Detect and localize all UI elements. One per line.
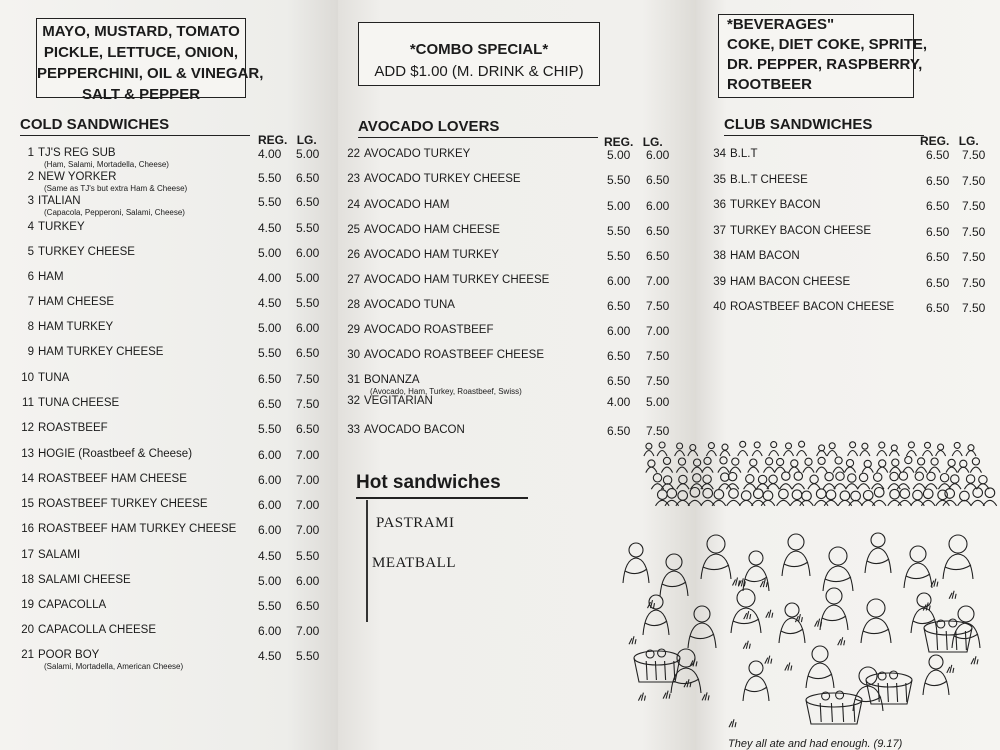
hot-item-meatball: MEATBALL <box>372 555 456 571</box>
item-number: 37 <box>713 224 726 237</box>
menu-item <box>14 624 156 636</box>
price-regular: 5.50 <box>258 346 282 360</box>
menu-item <box>706 276 850 288</box>
price-large: 6.00 <box>646 148 670 162</box>
price-large: 6.50 <box>646 249 670 263</box>
menu-item <box>706 199 821 211</box>
item-name: TURKEY <box>38 221 85 233</box>
item-name: AVOCADO ROASTBEEF CHEESE <box>364 349 544 361</box>
menu-item <box>14 549 80 561</box>
hot-divider <box>366 500 368 622</box>
item-number: 39 <box>713 275 726 288</box>
price-regular: 6.50 <box>926 275 950 290</box>
menu-item <box>706 250 800 262</box>
item-name: ROASTBEEF HAM TURKEY CHEESE <box>38 523 237 535</box>
price-regular: 6.50 <box>607 299 631 313</box>
price-regular: 5.50 <box>258 171 282 185</box>
price-regular: 6.00 <box>258 448 282 462</box>
menu-item <box>14 397 119 409</box>
menu-item <box>340 424 465 436</box>
menu-item <box>14 271 64 283</box>
item-name: ROASTBEEF TURKEY CHEESE <box>38 498 208 510</box>
menu-item <box>14 599 106 611</box>
price-large: 6.00 <box>296 574 320 588</box>
beverages-line: ROOTBEER <box>727 76 813 93</box>
price-regular: 6.50 <box>607 374 631 388</box>
item-number: 34 <box>713 148 726 160</box>
menu-item <box>340 324 494 336</box>
menu-item <box>340 224 500 236</box>
price-regular: 4.00 <box>258 271 282 285</box>
condiments-line: SALT & PEPPER <box>81 86 201 103</box>
price-large: 7.00 <box>296 473 320 487</box>
item-number: 18 <box>21 574 34 586</box>
combo-special-box <box>358 22 600 86</box>
price-regular: 4.00 <box>607 395 631 409</box>
cold-price-headers <box>258 133 317 147</box>
item-name: HAM BACON CHEESE <box>730 275 851 288</box>
price-large: 7.00 <box>296 498 320 512</box>
price-regular: 6.50 <box>258 372 282 386</box>
price-large: 7.50 <box>962 301 986 315</box>
price-regular: 6.50 <box>926 224 950 239</box>
item-number: 31 <box>347 374 360 386</box>
price-large: 6.50 <box>296 346 320 360</box>
item-name: NEW YORKER <box>38 171 117 183</box>
price-large: 6.00 <box>296 321 320 335</box>
price-large: 6.50 <box>296 171 320 185</box>
menu-item <box>340 148 470 160</box>
item-name: HAM <box>38 271 64 283</box>
item-number: 40 <box>713 301 726 313</box>
item-number: 26 <box>347 249 360 261</box>
lg-header: LG. <box>958 134 979 148</box>
price-regular: 6.50 <box>926 301 950 315</box>
price-large: 7.00 <box>296 448 320 462</box>
item-name: ITALIAN <box>38 195 81 207</box>
price-regular: 5.00 <box>607 199 631 213</box>
price-regular: 6.50 <box>607 424 631 438</box>
item-number: 14 <box>21 473 34 485</box>
menu-item <box>706 148 757 160</box>
menu-item <box>14 321 113 333</box>
menu-item <box>340 349 544 361</box>
price-large: 6.50 <box>296 195 320 209</box>
item-number: 15 <box>21 498 34 510</box>
price-regular: 5.50 <box>258 422 282 436</box>
price-regular: 5.50 <box>607 173 631 187</box>
reg-header: REG. <box>604 135 634 149</box>
price-regular: 4.00 <box>258 147 282 161</box>
condiments-box <box>36 18 264 103</box>
item-number: 28 <box>347 299 360 311</box>
item-number: 11 <box>22 397 34 409</box>
item-number: 25 <box>347 224 360 236</box>
condiments-line: MAYO, MUSTARD, TOMATO <box>42 23 240 40</box>
item-number: 23 <box>347 173 360 185</box>
item-number: 3 <box>27 195 34 207</box>
item-description: (Same as TJ's but extra Ham & Cheese) <box>44 184 188 193</box>
price-regular: 6.50 <box>926 173 950 188</box>
price-regular: 6.00 <box>258 498 282 512</box>
item-number: 33 <box>347 424 360 436</box>
item-name: AVOCADO TURKEY CHEESE <box>364 173 521 185</box>
menu-item <box>14 296 114 308</box>
item-name: AVOCADO HAM TURKEY CHEESE <box>364 274 550 286</box>
menu-item <box>14 372 69 384</box>
price-large: 7.00 <box>296 523 320 537</box>
price-large: 7.50 <box>646 349 670 363</box>
item-number: 2 <box>27 171 34 183</box>
menu-item <box>14 171 187 193</box>
item-number: 22 <box>347 148 360 160</box>
crowd-illustration <box>606 432 1000 750</box>
price-large: 6.50 <box>646 224 670 238</box>
illustration-caption: They all ate and had enough. (9.17) <box>728 738 903 750</box>
price-large: 5.50 <box>296 221 320 235</box>
item-number: 9 <box>27 346 34 358</box>
avocado-lovers-title: AVOCADO LOVERS <box>358 118 598 138</box>
price-large: 7.50 <box>962 173 986 188</box>
combo-title: *COMBO SPECIAL* <box>409 41 549 58</box>
item-number: 12 <box>21 422 34 434</box>
menu-item <box>14 422 108 434</box>
menu-item <box>14 246 135 258</box>
item-number: 5 <box>27 246 34 258</box>
price-large: 7.00 <box>296 624 320 638</box>
item-number: 24 <box>347 199 360 211</box>
club-sandwiches-title: CLUB SANDWICHES <box>724 116 924 136</box>
item-name: AVOCADO HAM <box>364 199 450 211</box>
avocado-price-headers <box>604 135 663 149</box>
price-large: 7.50 <box>646 424 670 438</box>
price-large: 5.50 <box>296 549 320 563</box>
menu-item <box>340 274 549 286</box>
menu-item <box>14 473 187 485</box>
price-regular: 5.00 <box>258 321 282 335</box>
price-large: 5.00 <box>646 395 670 409</box>
item-name: AVOCADO TUNA <box>364 299 455 311</box>
price-regular: 5.50 <box>607 249 631 263</box>
item-description: (Avocado, Ham, Turkey, Roastbeef, Swiss) <box>370 387 522 396</box>
item-name: CAPACOLLA CHEESE <box>38 624 157 636</box>
price-large: 5.00 <box>296 147 320 161</box>
price-regular: 6.00 <box>258 473 282 487</box>
menu-item <box>340 395 433 407</box>
hot-sandwiches-title: Hot sandwiches <box>356 472 528 499</box>
price-regular: 4.50 <box>258 549 282 563</box>
item-name: AVOCADO ROASTBEEF <box>364 324 494 336</box>
price-regular: 6.50 <box>926 148 950 162</box>
menu-item <box>340 249 499 261</box>
price-regular: 6.00 <box>258 523 282 537</box>
item-number: 35 <box>713 173 726 186</box>
lg-header: LG. <box>642 135 663 149</box>
beverages-line: COKE, DIET COKE, SPRITE, <box>727 36 928 53</box>
item-number: 21 <box>21 649 34 661</box>
item-number: 29 <box>347 324 360 336</box>
item-name: HAM CHEESE <box>38 296 115 308</box>
price-large: 7.50 <box>962 250 986 264</box>
item-number: 10 <box>21 372 34 384</box>
price-large: 7.50 <box>962 148 986 162</box>
item-name: TURKEY BACON CHEESE <box>730 224 872 237</box>
item-name: BONANZA <box>364 374 420 386</box>
item-name: TUNA <box>38 372 70 384</box>
item-description: (Capacola, Pepperoni, Salami, Cheese) <box>44 208 185 217</box>
price-regular: 6.50 <box>926 199 950 213</box>
item-number: 7 <box>27 296 34 308</box>
item-description: (Ham, Salami, Mortadella, Cheese) <box>44 160 169 169</box>
menu-item <box>340 199 449 211</box>
price-regular: 5.00 <box>607 148 631 162</box>
item-number: 36 <box>713 199 726 211</box>
price-large: 5.50 <box>296 296 320 310</box>
price-regular: 5.50 <box>258 599 282 613</box>
price-regular: 5.00 <box>258 574 282 588</box>
item-name: TJ'S REG SUB <box>38 147 116 159</box>
price-large: 7.50 <box>296 372 320 386</box>
menu-item <box>340 173 521 185</box>
menu-item <box>706 225 871 237</box>
price-large: 5.50 <box>296 649 320 663</box>
menu-item <box>14 574 131 586</box>
menu-item <box>14 448 192 460</box>
beverages-title: *BEVERAGES" <box>727 16 835 33</box>
menu-item <box>14 498 208 510</box>
price-regular: 5.00 <box>258 246 282 260</box>
price-regular: 5.50 <box>258 195 282 209</box>
item-name: TURKEY BACON <box>730 199 821 211</box>
item-number: 32 <box>347 395 360 407</box>
price-large: 7.00 <box>646 324 670 338</box>
menu-item <box>340 374 522 396</box>
menu-item <box>706 174 808 186</box>
item-name: TUNA CHEESE <box>38 397 120 409</box>
item-name: ROASTBEEF BACON CHEESE <box>730 301 895 313</box>
lg-header: LG. <box>296 133 317 147</box>
item-name: B.L.T <box>730 148 758 160</box>
beverages-box <box>718 14 928 98</box>
club-price-headers <box>920 134 979 148</box>
price-regular: 4.50 <box>258 296 282 310</box>
item-number: 6 <box>27 271 34 283</box>
item-number: 27 <box>347 274 360 286</box>
price-regular: 4.50 <box>258 649 282 663</box>
item-name: AVOCADO BACON <box>364 424 465 436</box>
item-name: AVOCADO HAM CHEESE <box>364 224 500 236</box>
condiments-line: PICKLE, LETTUCE, ONION, <box>43 44 239 61</box>
menu-item <box>14 147 169 169</box>
item-name: VEGITARIAN <box>364 395 433 407</box>
beverages-line: DR. PEPPER, RASPBERRY, <box>727 56 923 73</box>
item-description: (Salami, Mortadella, American Cheese) <box>44 662 184 671</box>
menu-item <box>14 195 185 217</box>
item-number: 20 <box>21 624 34 636</box>
item-name: HAM TURKEY <box>38 321 114 333</box>
item-name: SALAMI CHEESE <box>38 574 131 586</box>
menu-item <box>14 221 85 233</box>
price-large: 7.00 <box>646 274 670 288</box>
price-large: 7.50 <box>962 199 986 213</box>
price-large: 7.50 <box>962 275 986 290</box>
price-regular: 6.50 <box>258 397 282 411</box>
price-regular: 6.00 <box>607 324 631 338</box>
price-large: 6.00 <box>296 246 320 260</box>
item-number: 8 <box>27 321 34 333</box>
item-name: B.L.T CHEESE <box>730 173 808 186</box>
menu-item <box>14 523 236 535</box>
reg-header: REG. <box>920 134 950 148</box>
price-regular: 6.50 <box>607 349 631 363</box>
menu-item <box>706 301 894 313</box>
item-name: HAM TURKEY CHEESE <box>38 346 164 358</box>
price-regular: 6.50 <box>926 250 950 264</box>
item-name: POOR BOY <box>38 649 100 661</box>
combo-detail: ADD $1.00 (M. DRINK & CHIP) <box>374 63 584 80</box>
price-regular: 6.00 <box>258 624 282 638</box>
item-name: SALAMI <box>38 549 81 561</box>
item-number: 16 <box>21 523 34 535</box>
reg-header: REG. <box>258 133 288 147</box>
price-large: 7.50 <box>962 224 986 239</box>
item-name: AVOCADO HAM TURKEY <box>364 249 500 261</box>
menu-item <box>14 346 163 358</box>
condiments-line: PEPPERCHINI, OIL & VINEGAR, <box>37 65 264 82</box>
price-large: 6.50 <box>296 599 320 613</box>
price-large: 6.50 <box>296 422 320 436</box>
price-large: 7.50 <box>296 397 320 411</box>
menu-item <box>340 299 455 311</box>
item-number: 38 <box>713 250 726 262</box>
item-number: 17 <box>21 549 34 561</box>
item-name: CAPACOLLA <box>38 599 107 611</box>
price-large: 6.50 <box>646 173 670 187</box>
cold-sandwiches-title: COLD SANDWICHES <box>20 116 250 136</box>
item-number: 19 <box>21 599 34 611</box>
item-name: ROASTBEEF HAM CHEESE <box>38 473 187 485</box>
menu-item <box>14 649 183 671</box>
item-name: HAM BACON <box>730 250 800 262</box>
item-name: TURKEY CHEESE <box>38 246 135 258</box>
item-number: 13 <box>21 448 34 460</box>
price-large: 7.50 <box>646 299 670 313</box>
item-number: 4 <box>27 221 34 233</box>
price-regular: 4.50 <box>258 221 282 235</box>
item-name: HOGIE (Roastbeef & Cheese) <box>38 448 193 460</box>
price-regular: 6.00 <box>607 274 631 288</box>
item-number: 30 <box>347 349 360 361</box>
price-large: 5.00 <box>296 271 320 285</box>
price-regular: 5.50 <box>607 224 631 238</box>
price-large: 6.00 <box>646 199 670 213</box>
item-name: ROASTBEEF <box>38 422 108 434</box>
item-number: 1 <box>27 147 34 159</box>
price-large: 7.50 <box>646 374 670 388</box>
hot-item-pastrami: PASTRAMI <box>376 515 455 531</box>
item-name: AVOCADO TURKEY <box>364 148 471 160</box>
